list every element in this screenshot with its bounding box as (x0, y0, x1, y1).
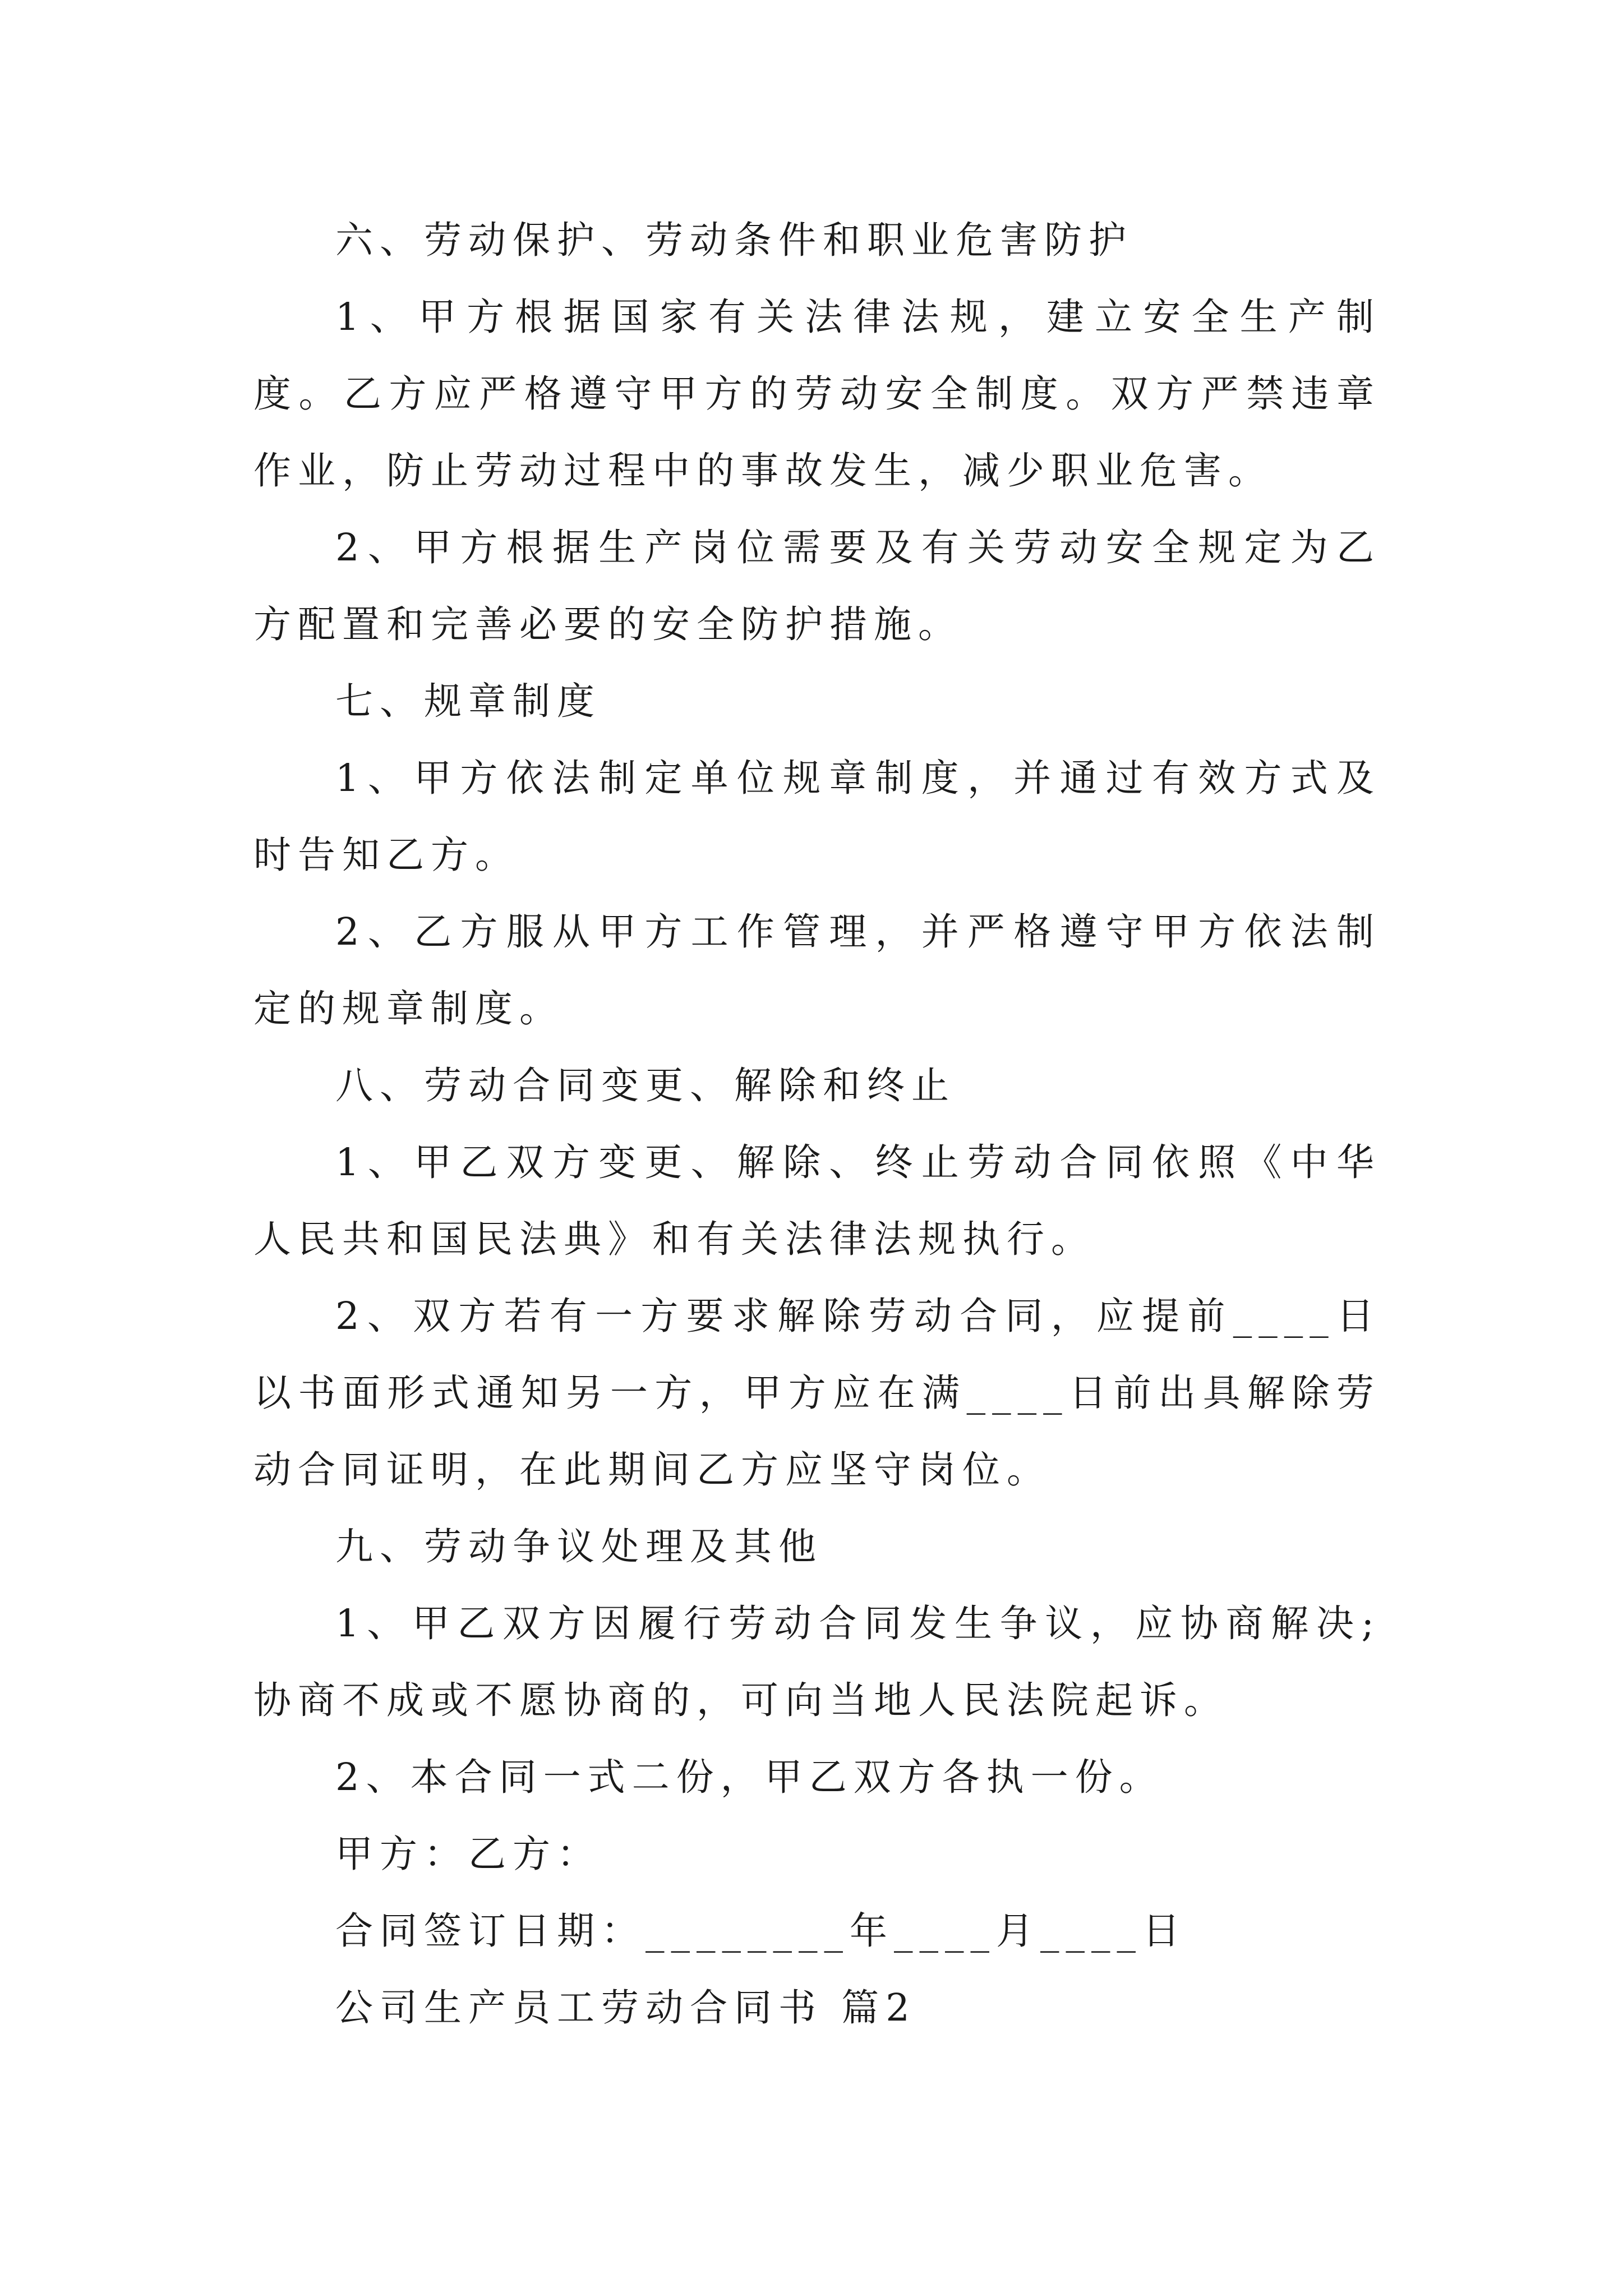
clause-6-1: 1、甲方根据国家有关法律法规，建立安全生产制度。乙方应严格遵守甲方的劳动安全制度。双方严禁违章作业，防止劳动过程中的事故发生，减少职业危害。 (253, 295, 1381, 493)
section-heading-contract-change: 八、劳动合同变更、解除和终止 (335, 1064, 956, 1107)
signature-parties: 甲方：乙方： (335, 1832, 601, 1876)
section-heading-rules: 七、规章制度 (335, 679, 601, 723)
clause-7-1: 1、甲方依法制定单位规章制度，并通过有效方式及时告知乙方。 (253, 756, 1381, 877)
clause-9-1: 1、甲乙双方因履行劳动合同发生争议，应协商解决;协商不成或不愿协商的，可向当地人民法院起诉。 (253, 1602, 1381, 1722)
next-document-title: 公司生产员工劳动合同书 篇2 (335, 1986, 916, 2030)
section-heading-disputes: 九、劳动争议处理及其他 (335, 1525, 823, 1568)
clause-9-2: 2、本合同一式二份，甲乙双方各执一份。 (335, 1755, 1164, 1799)
signing-date: 合同签订日期：________年____月____日 (335, 1909, 1187, 1953)
section-heading-labor-protection: 六、劳动保护、劳动条件和职业危害防护 (335, 218, 1133, 262)
clause-7-2: 2、乙方服从甲方工作管理，并严格遵守甲方依法制定的规章制度。 (253, 910, 1381, 1030)
clause-8-1: 1、甲乙双方变更、解除、终止劳动合同依照《中华人民共和国民法典》和有关法律法规执行。 (253, 1140, 1381, 1261)
clause-6-2: 2、甲方根据生产岗位需要及有关劳动安全规定为乙方配置和完善必要的安全防护措施。 (253, 526, 1381, 646)
clause-8-2: 2、双方若有一方要求解除劳动合同，应提前____日以书面形式通知另一方，甲方应在满____日前出具解除劳动合同证明，在此期间乙方应坚守岗位。 (253, 1294, 1381, 1492)
document-body (253, 202, 1381, 2046)
